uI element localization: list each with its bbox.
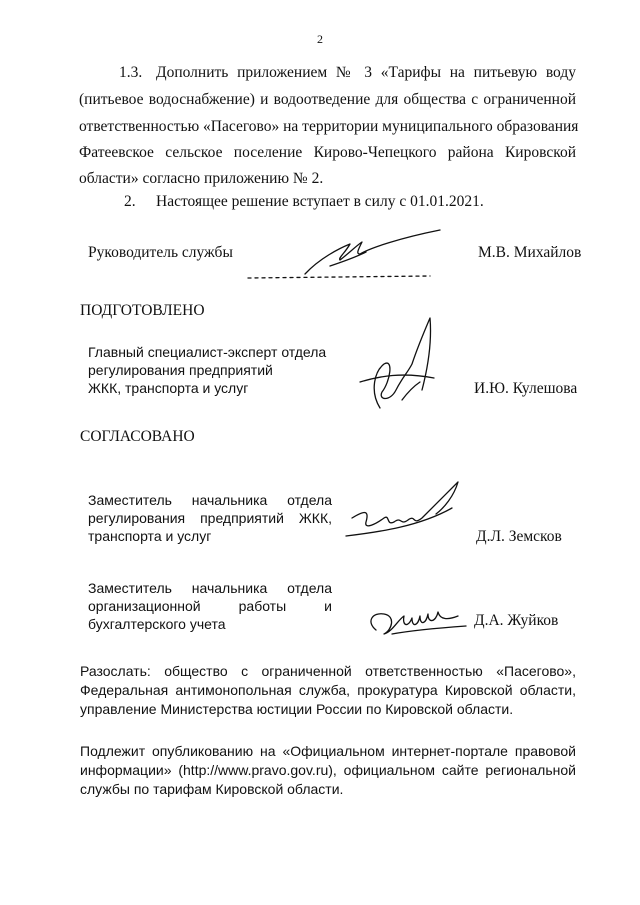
prepared-position-line-2: регулирования предприятий (88, 362, 273, 378)
item-2-text: Настоящее решение вступает в силу с 01.01.2021. (156, 193, 484, 210)
publication-line-3: службы по тарифам Кировской области. (80, 781, 344, 797)
item-2-number: 2. (124, 193, 136, 210)
item-1-3-line-2: (питьевое водоснабжение) и водоотведение для общества с ограниченной (79, 91, 576, 108)
publication-line-1: Подлежит опубликованию на «Официальном интернет-портале правовой (80, 743, 576, 759)
agreed-heading: СОГЛАСОВАНО (80, 428, 195, 445)
prepared-position-line-1: Главный специалист-эксперт отдела (88, 344, 327, 360)
item-1-3-line-5: области» согласно приложению № 2. (79, 170, 324, 187)
agreed-person-1-position-line-3: транспорта и услуг (88, 528, 212, 544)
head-signature-image (230, 218, 460, 290)
publication-line-2: информации» (http://www.pravo.gov.ru), официальном сайте региональной (80, 762, 576, 778)
head-position: Руководитель службы (88, 244, 233, 261)
item-1-3-line-3: ответственностью «Пасегово» на территории муниципального образования (79, 118, 579, 135)
agreed-person-1-position-line-1: Заместитель начальника отдела (88, 492, 332, 508)
distribution-line-1: Разослать: общество с ограниченной ответственностью «Пасегово», (80, 663, 576, 679)
item-1-3-number: 1.3. (119, 64, 143, 81)
distribution-line-3: управление Министерства юстиции России по Кировской области. (80, 701, 514, 717)
prepared-signature-image (350, 312, 450, 422)
prepared-name: И.Ю. Кулешова (474, 380, 578, 397)
item-1-3-line-4: Фатеевское сельское поселение Кирово-Чепецкого района Кировской (79, 144, 576, 161)
agreed-person-1-signature-image (340, 478, 470, 548)
prepared-heading: ПОДГОТОВЛЕНО (80, 302, 205, 319)
agreed-person-2-position-line-3: бухгалтерского учета (88, 616, 226, 632)
agreed-person-2-position-line-1: Заместитель начальника отдела (88, 580, 332, 596)
item-1-3-line-1: Дополнить приложением № 3 «Тарифы на питьевую воду (156, 64, 576, 81)
page-number: 2 (317, 32, 323, 46)
agreed-person-1-name: Д.Л. Земсков (476, 528, 562, 545)
agreed-person-2-name: Д.А. Жуйков (474, 612, 559, 629)
agreed-person-2-signature-image (362, 600, 474, 644)
agreed-person-2-position-line-2: организационной работы и (88, 598, 332, 614)
head-name: М.В. Михайлов (478, 244, 582, 261)
prepared-position-line-3: ЖКК, транспорта и услуг (88, 380, 249, 396)
distribution-line-2: Федеральная антимонопольная служба, прокуратура Кировской области, (80, 682, 576, 698)
agreed-person-1-position-line-2: регулирования предприятий ЖКК, (88, 510, 332, 526)
